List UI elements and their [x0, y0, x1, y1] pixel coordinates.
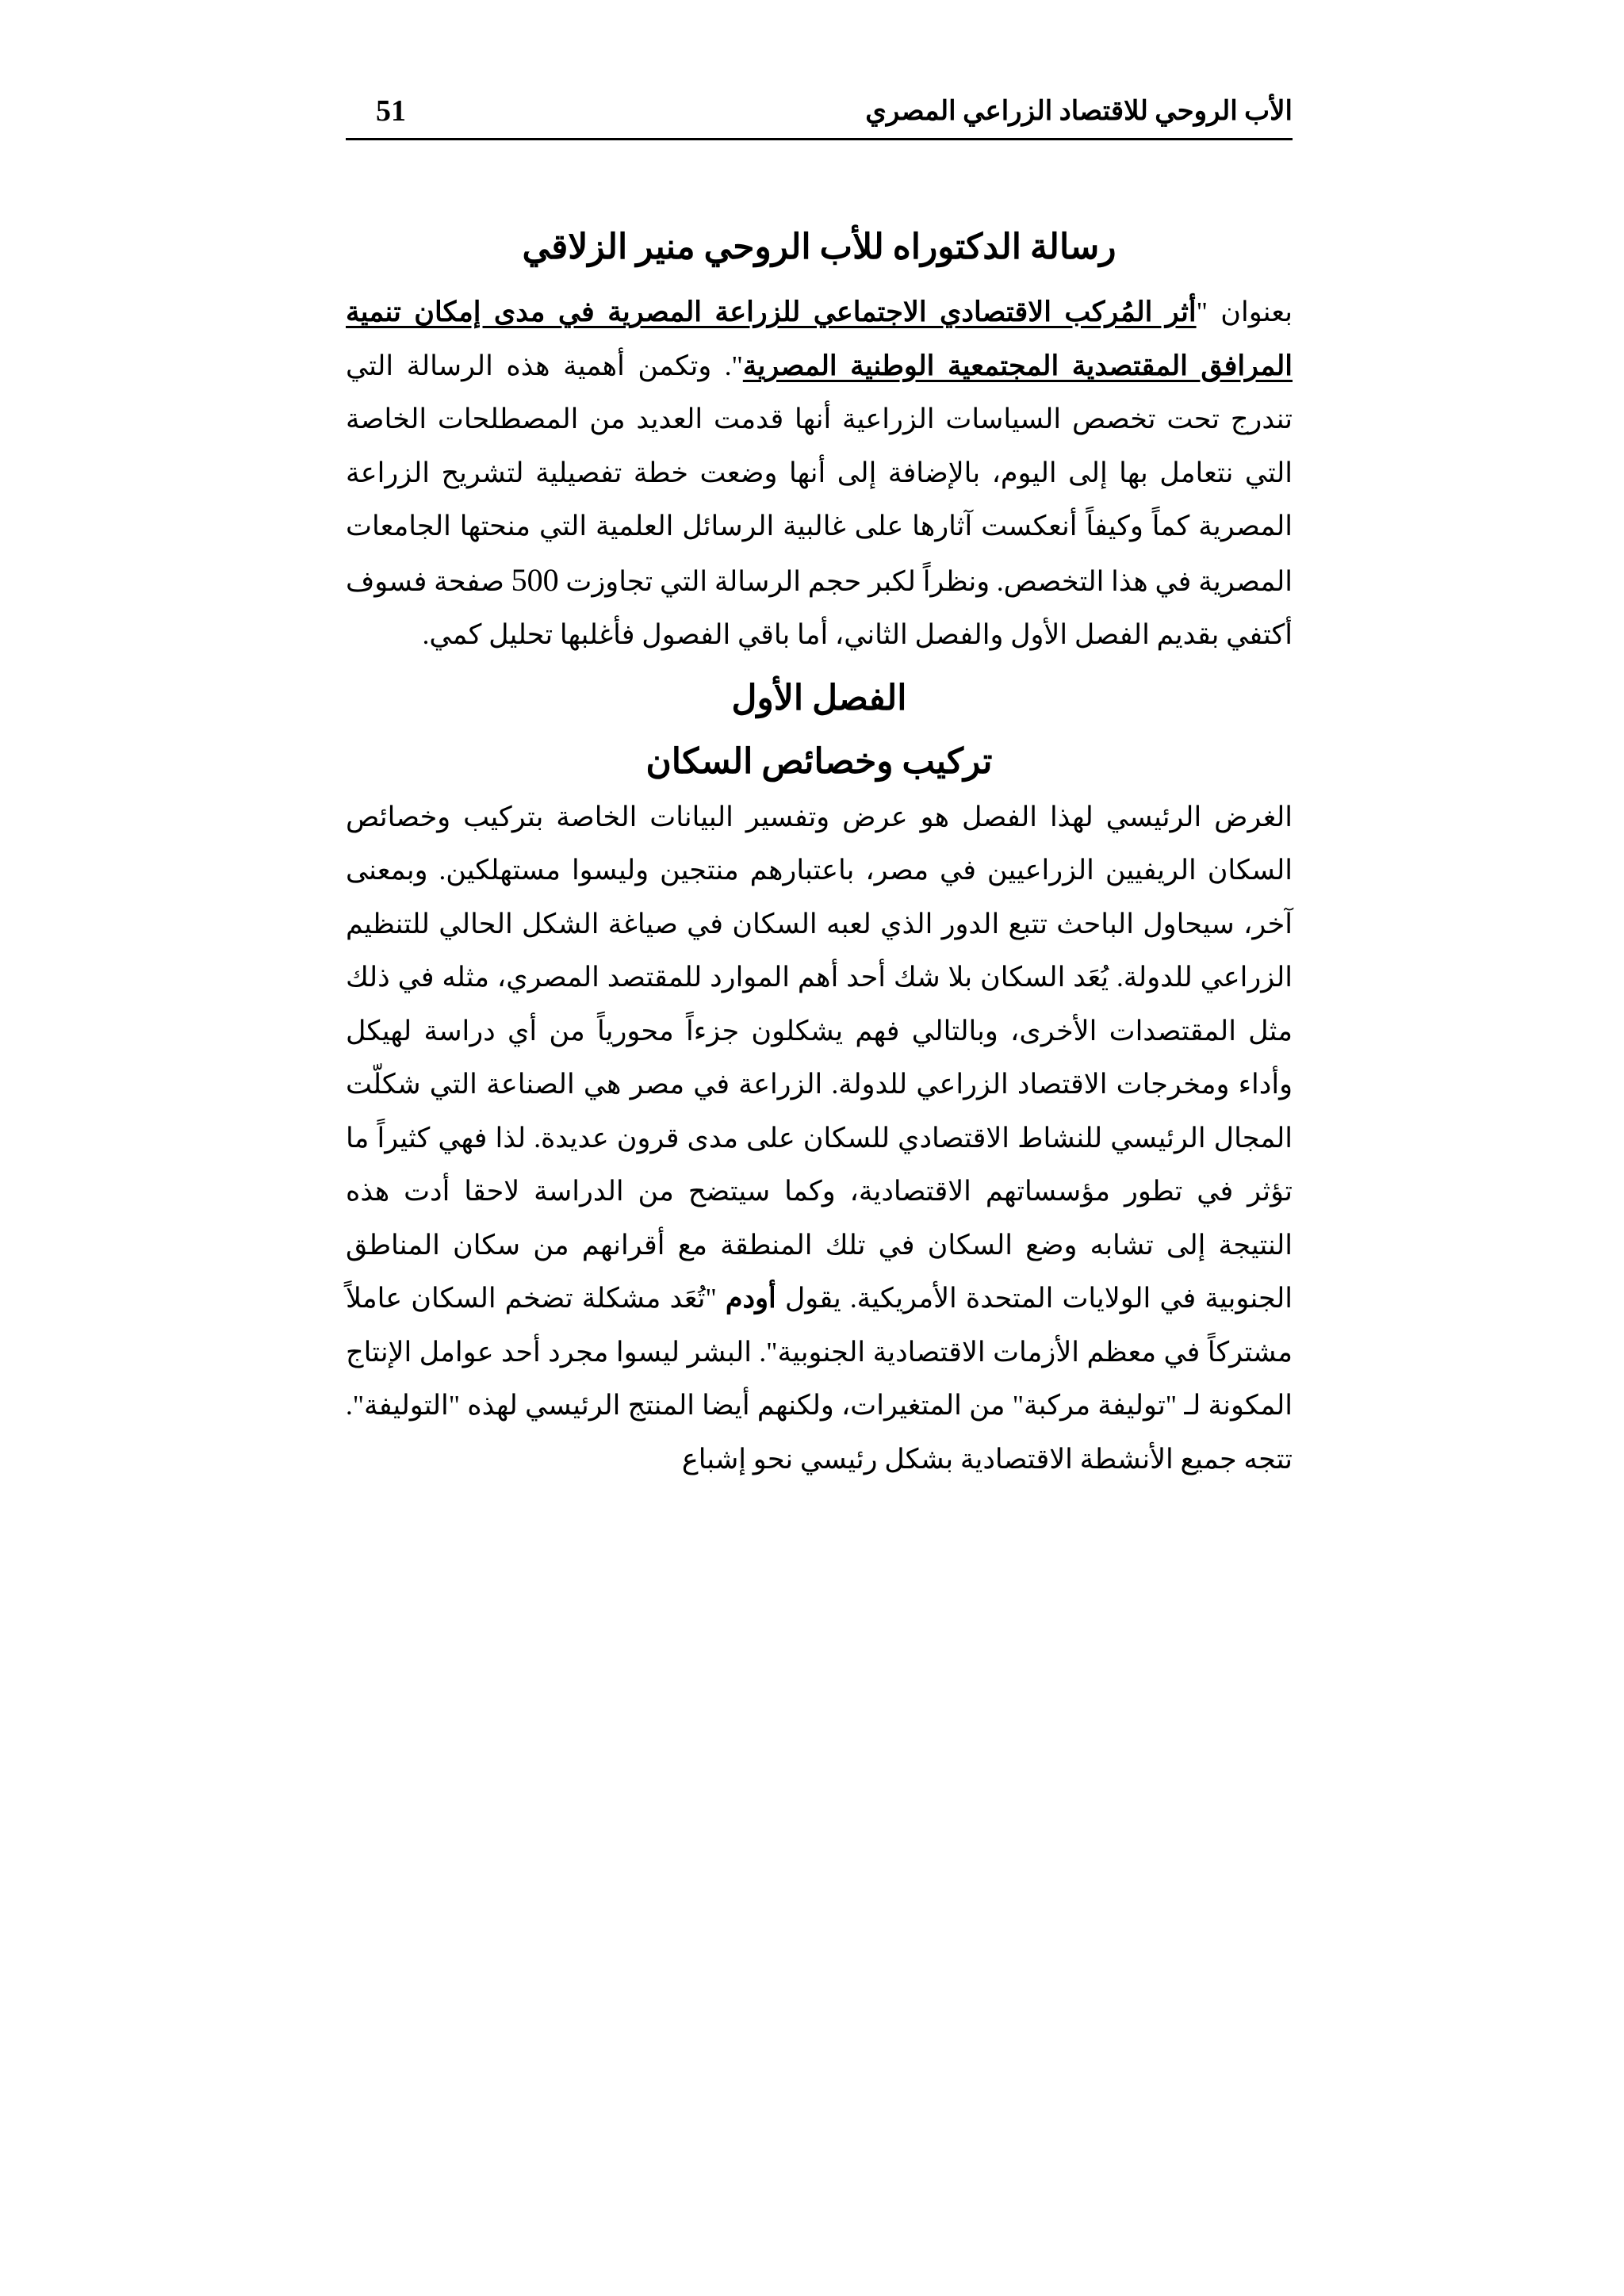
thesis-heading: رسالة الدكتوراه للأب الروحي منير الزلاقي — [522, 228, 1116, 266]
section-heading: تركيب وخصائص السكان — [645, 741, 993, 781]
intro-paragraph — [346, 285, 1293, 662]
intro-text-end: صفحة فسوف أكتفي بقديم الفصل الأول والفصل الثاني، أما باقي الفصول فأغلبها تحليل كمي. — [346, 565, 1293, 650]
body-text: الغرض الرئيسي لهذا الفصل هو عرض وتفسير البيانات الخاصة بتركيب وخصائص السكان الريفيين الزراعيين في مصر، باعتبارهم منتجين وليسوا مستهلكين. وبمعنى آخر، سيحاول الباحث تتبع الدور الذي لعبه السكان في صياغة الشكل الحالي للتنظيم الزراعي للدولة. يُعَد السكان بلا شك أحد أهم الموارد للمقتصد المصري، مثله في ذلك مثل المقتصدات الأخرى، وبالتالي فهم يشكلون جزءاً محورياً من أي دراسة لهيكل وأداء ومخرجات الاقتصاد الزراعي للدولة. الزراعة في مصر هي الصناعة التي شكلّت المجال الرئيسي للنشاط الاقتصادي للسكان على مدى قرون عديدة. لذا فهي كثيراً ما تؤثر في تطور مؤسساتهم الاقتصادية، وكما سيتضح من الدراسة لاحقا أدت هذه النتيجة إلى تشابه وضع السكان في تلك المنطقة مع أقرانهم من سكان المناطق الجنوبية في الولايات المتحدة الأمريكية. يقول — [346, 801, 1293, 1314]
thesis-title: أثر المُركب الاقتصادي الاجتماعي للزراعة المصرية في مدى إمكان تنمية المرافق المقتصدية المجتمعية الوطنية المصرية — [346, 297, 1293, 381]
chapter-heading: الفصل الأول — [731, 678, 907, 718]
intro-text: ". وتكمن أهمية هذه الرسالة التي تندرج تحت تخصص السياسات الزراعية أنها قدمت العديد من المصطلحات الخاصة التي نتعامل بها إلى اليوم، بالإضافة إلى أنها وضعت خطة تفصيلية لتشريح الزراعة المصرية كماً وكيفاً أنعكست آثارها على غالبية الرسائل العلمية التي منحتها الجامعات المصرية في هذا التخصص. ونظراً لكبر حجم الرسالة التي تجاوزت — [346, 350, 1293, 597]
page-content — [346, 222, 1293, 1486]
page-count: 500 — [511, 561, 559, 598]
body-paragraph — [346, 790, 1293, 1487]
intro-prefix: بعنوان " — [1196, 297, 1293, 327]
page-number: 51 — [376, 94, 406, 128]
running-header — [346, 89, 1293, 140]
body-text-continued: "تُعَد مشكلة تضخم السكان عاملاً مشتركاً في معظم الأزمات الاقتصادية الجنوبية". البشر ليسوا مجرد أحد عوامل الإنتاج المكونة لـ "توليفة مركبة" من المتغيرات، ولكنهم أيضا المنتج الرئيسي لهذه "التوليفة". تتجه جميع الأنشطة الاقتصادية بشكل رئيسي نحو إشباع — [346, 1283, 1293, 1475]
running-header-title: الأب الروحي للاقتصاد الزراعي المصري — [865, 97, 1293, 126]
header-divider — [346, 138, 1293, 140]
author-name: أودم — [725, 1283, 776, 1314]
